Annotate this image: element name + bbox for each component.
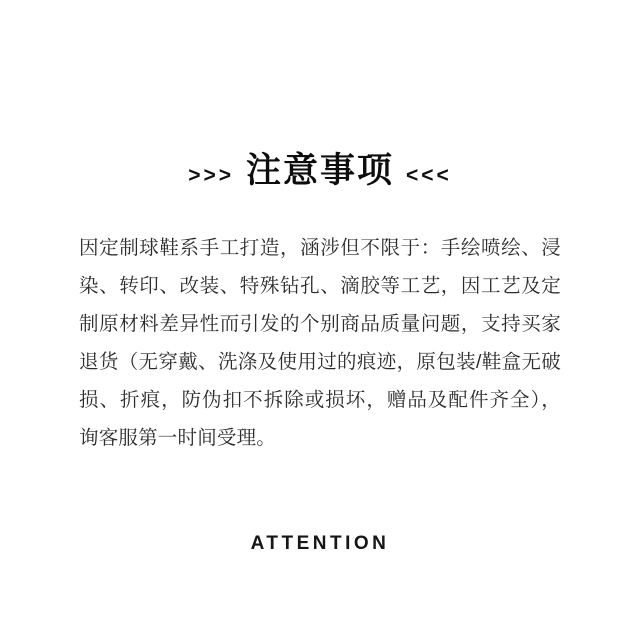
footer-label: ATTENTION: [250, 533, 390, 554]
page-title: [188, 143, 452, 193]
right-chevron-marker: <<<: [406, 164, 452, 187]
notice-body-paragraph: 因定制球鞋系手工打造，涵涉但不限于：手绘喷绘、浸染、转印、改装、特殊钻孔、滴胶等工艺，因工艺及定制原材料差异性而引发的个别商品质量问题，支持买家退货（无穿戴、洗涤及使用过的痕迹，原包装/鞋盒无破损、折痕，防伪扣不拆除或损坏，赠品及配件齐全），询客服第一时间受理。: [79, 237, 561, 449]
heading-title-text: 注意事项: [245, 151, 394, 190]
left-chevron-marker: >>>: [188, 164, 234, 187]
